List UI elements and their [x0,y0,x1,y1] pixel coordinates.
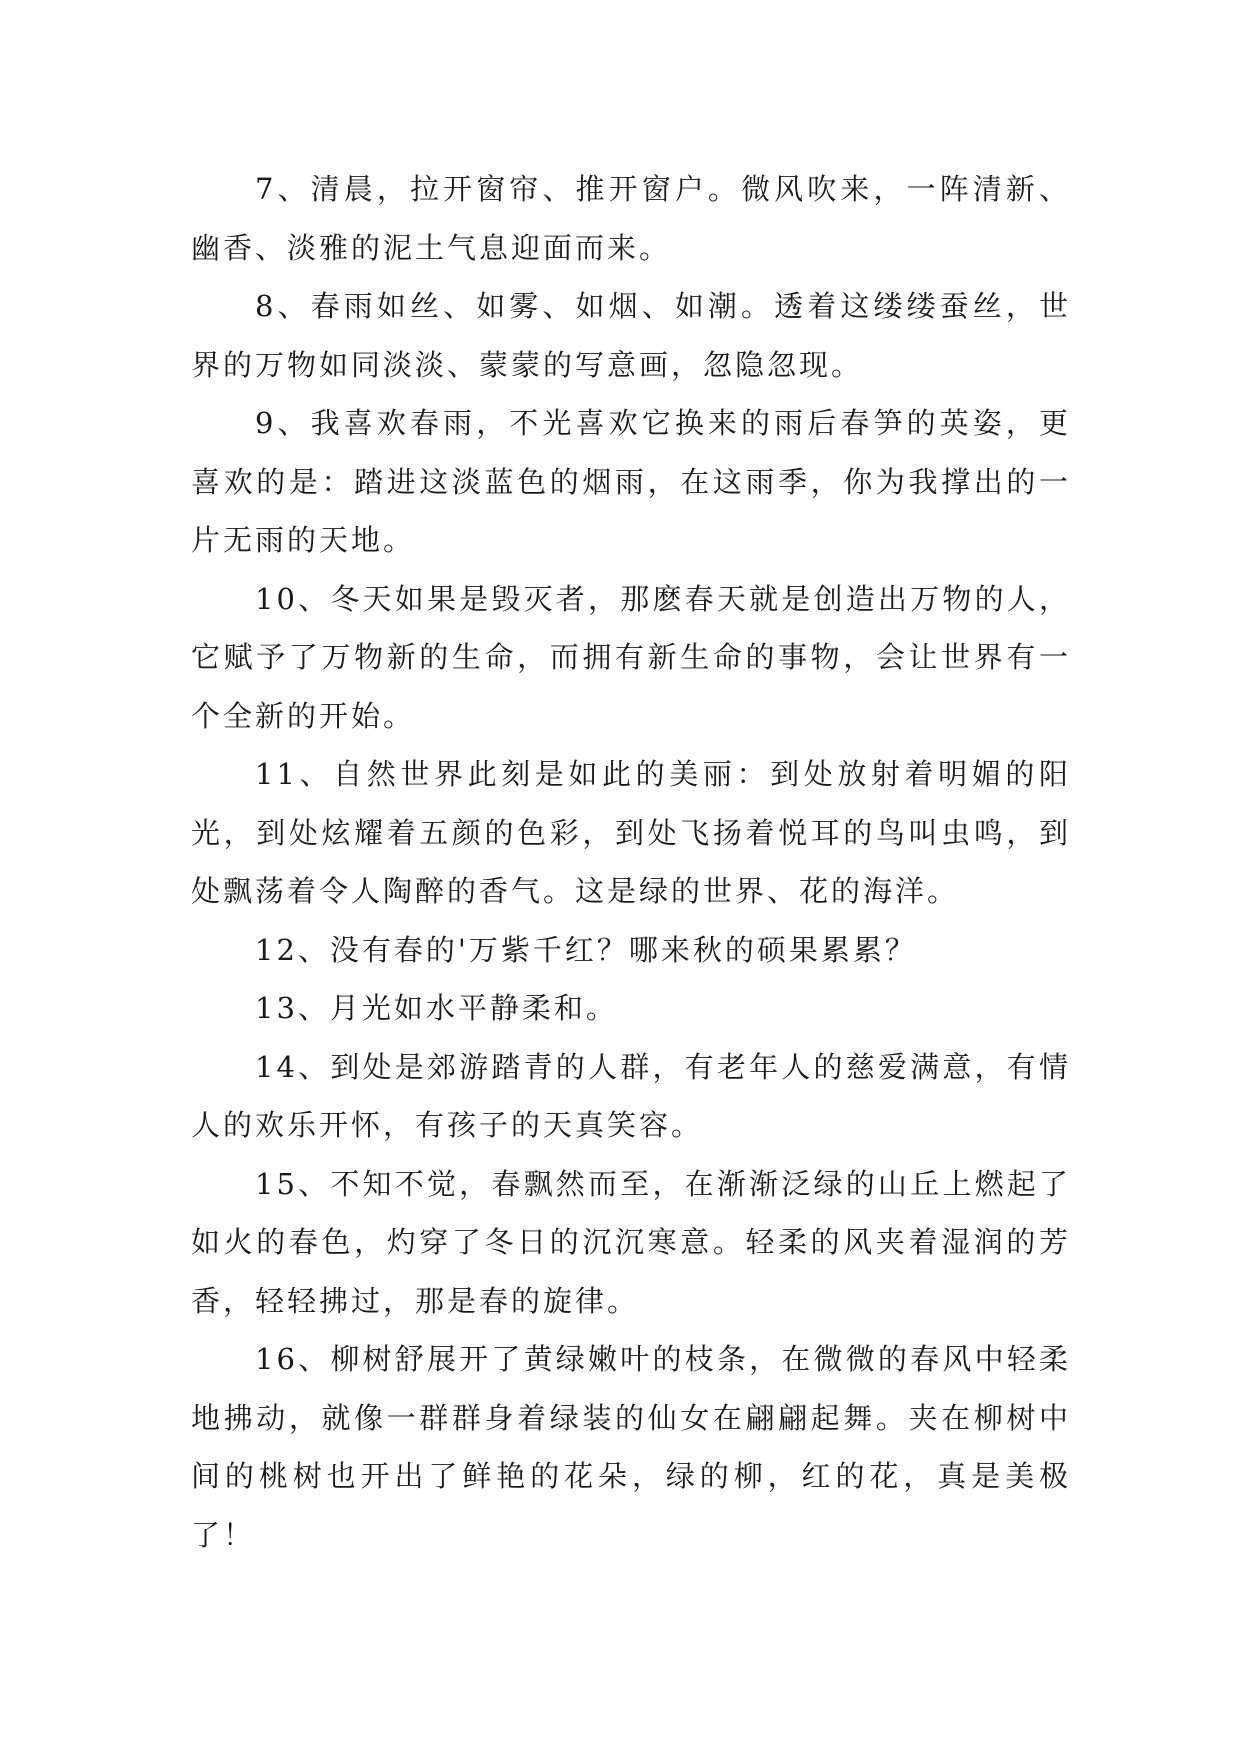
paragraph-7: 7、清晨，拉开窗帘、推开窗户。微风吹来，一阵清新、幽香、淡雅的泥土气息迎面而来。 [191,172,1071,265]
paragraph-12: 12、没有春的'万紫千红？哪来秋的硕果累累？ [255,932,917,967]
paragraph-11: 11、自然世界此刻是如此的美丽：到处放射着明媚的阳光，到处炫耀着五颜的色彩，到处飞扬着悦耳的鸟叫虫鸣，到处飘荡着令人陶醉的香气。这是绿的世界、花的海洋。 [191,757,1071,908]
paragraph-14: 14、到处是郊游踏青的人群，有老年人的慈爱满意，有情人的欢乐开怀，有孩子的天真笑容。 [191,1049,1071,1142]
paragraph-13: 13、月光如水平静柔和。 [255,991,618,1025]
document-body [191,160,1071,1564]
paragraph-10: 10、冬天如果是毁灭者，那麽春天就是创造出万物的人，它赋予了万物新的生命，而拥有新生命的事物，会让世界有一个全新的开始。 [191,581,1071,733]
paragraph-16: 16、柳树舒展开了黄绿嫩叶的枝条，在微微的春风中轻柔地拂动，就像一群群身着绿装的仙女在翩翩起舞。夹在柳树中间的桃树也开出了鲜艳的花朵，绿的柳，红的花，真是美极了！ [191,1342,1071,1552]
paragraph-15: 15、不知不觉，春飘然而至，在渐渐泛绿的山丘上燃起了如火的春色，灼穿了冬日的沉沉寒意。轻柔的风夹着湿润的芳香，轻轻拂过，那是春的旋律。 [191,1166,1071,1318]
paragraph-9: 9、我喜欢春雨，不光喜欢它换来的雨后春笋的英姿，更喜欢的是：踏进这淡蓝色的烟雨，在这雨季，你为我撑出的一片无雨的天地。 [191,406,1071,557]
paragraph-8: 8、春雨如丝、如雾、如烟、如潮。透着这缕缕蚕丝，世界的万物如同淡淡、蒙蒙的写意画，忽隐忽现。 [191,289,1071,382]
